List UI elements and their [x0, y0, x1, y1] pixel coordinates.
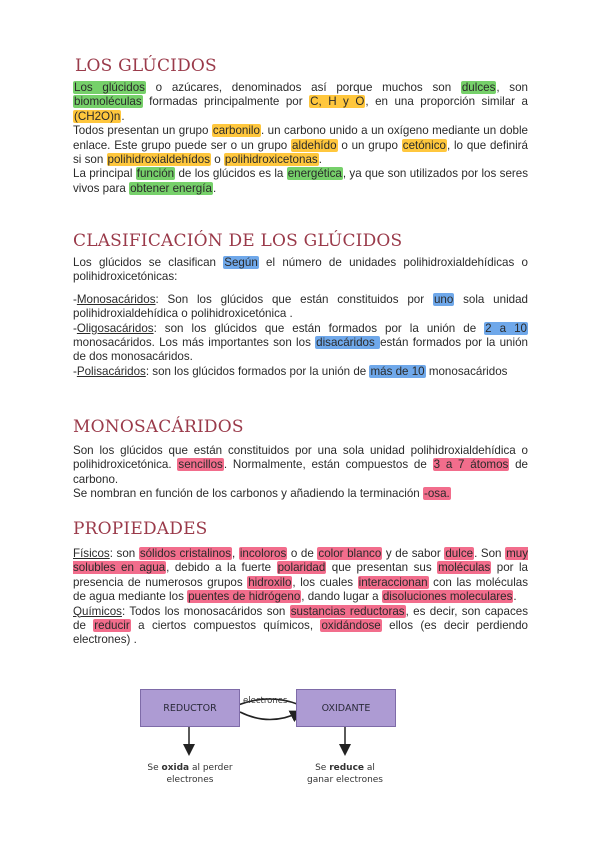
highlight: incoloros — [239, 547, 287, 560]
text: . — [318, 153, 322, 167]
section-title-propiedades: PROPIEDADES — [73, 519, 208, 539]
text: Son los glúcidos que están constituidos por una sola unidad polihidroxialdehídica o polihidroxicetónica. — [73, 444, 528, 472]
highlight: sólidos cristalinos — [139, 547, 232, 560]
highlight: moléculas — [438, 561, 491, 575]
term: Físicos — [73, 547, 110, 560]
text: Se — [147, 763, 162, 773]
text: o un grupo — [337, 138, 402, 152]
text: Todos presentan un grupo — [73, 124, 212, 138]
text: Los glúcidos se clasifican — [73, 256, 224, 269]
highlight: 2 a 10 — [485, 321, 528, 335]
text: electrones — [166, 775, 214, 785]
highlight: polihidroxialdehídos — [107, 153, 210, 167]
highlight: más de 10 — [370, 364, 425, 378]
text: : son los glúcidos formados por la unión de — [145, 364, 370, 378]
text: sola unidad polihidroxialdehídica o polihidroxicetónica . — [73, 292, 528, 321]
text: de los glúcidos es la — [175, 167, 287, 181]
term: Monosacáridos — [76, 292, 156, 306]
text: , dando lugar a — [301, 590, 382, 604]
text: monosacáridos. Los más importantes son los — [73, 336, 316, 350]
text: . Son — [474, 547, 506, 560]
text: al — [364, 763, 375, 773]
text: : Todos los monosacáridos son — [121, 604, 290, 618]
highlight: uno — [433, 292, 454, 306]
section-title-clasificacion: CLASIFICACIÓN DE LOS GLÚCIDOS — [73, 231, 403, 251]
text: , — [232, 547, 239, 560]
text: y de sabor — [382, 547, 445, 560]
text: - — [73, 321, 77, 335]
caption-left — [130, 762, 250, 786]
section-title-glucidos: LOS GLÚCIDOS — [75, 56, 217, 76]
highlight: color blanco — [318, 547, 382, 560]
highlight: dulces — [461, 81, 496, 94]
oxidante-box: OXIDANTE — [296, 689, 396, 727]
arrow-bottom — [240, 712, 300, 720]
text: - — [73, 364, 77, 378]
reductor-box: REDUCTOR — [140, 689, 240, 727]
highlight: reducir — [94, 619, 130, 633]
text: - — [73, 292, 77, 306]
highlight: aldehído — [292, 138, 337, 152]
text: el número de unidades polihidroxialdehídicas o polihidroxicetónicas: — [73, 256, 528, 284]
section-title-monosacaridos: MONOSACÁRIDOS — [73, 417, 244, 437]
highlight: sencillos — [178, 458, 223, 472]
highlight: Los glúcidos — [74, 81, 145, 94]
electrones-label: electrones — [243, 696, 288, 706]
text: oxida — [161, 763, 190, 773]
highlight: función — [136, 167, 175, 181]
highlight: biomoléculas — [74, 95, 142, 109]
highlight: sustancias reductoras — [290, 604, 405, 618]
term: Polisacáridos — [76, 364, 146, 378]
caption-right — [285, 762, 405, 786]
text: ganar electrones — [307, 775, 383, 785]
text: . — [121, 109, 125, 123]
highlight: -osa. — [423, 487, 450, 501]
text: por la presencia de numerosos grupos — [73, 561, 528, 589]
text: : son los glúcidos que están formados por la unión de — [153, 321, 485, 335]
highlight: hidroxilo — [248, 575, 292, 589]
text: Se nombran en función de los carbonos y añadiendo la terminación — [73, 487, 423, 501]
text: de carbono. — [73, 458, 528, 486]
text: , los cuales — [292, 575, 358, 589]
text: , es decir, son capaces de — [73, 604, 528, 633]
highlight: disoluciones moleculares — [382, 590, 513, 604]
highlight: C, H y O — [310, 95, 365, 109]
text: La principal — [73, 167, 136, 181]
highlight: carbonilo — [212, 124, 260, 138]
highlight: oxidándose — [321, 619, 381, 633]
highlight: obtener energía — [130, 181, 212, 195]
text: : son — [109, 547, 139, 560]
highlight: cetónico — [402, 138, 446, 152]
text: formadas principalmente por — [142, 95, 310, 109]
highlight: interaccionan — [358, 575, 428, 589]
highlight: dulce — [445, 547, 474, 560]
text: al perder — [189, 763, 233, 773]
text: Se — [315, 763, 330, 773]
term: Químicos — [73, 604, 122, 618]
text: , en una proporción similar a — [365, 95, 528, 109]
text: , debido a la fuerte — [166, 561, 277, 575]
text: o azúcares, denominados así porque muchos son — [145, 81, 461, 94]
text: . un carbono unido a un oxígeno mediante un doble enlace. Este grupo puede ser o un grupo — [73, 124, 529, 152]
text: o — [211, 153, 224, 167]
highlight: (CH2O)n — [74, 109, 121, 123]
text: que presentan sus — [326, 561, 438, 575]
highlight: energética — [287, 167, 342, 181]
highlight: 3 a 7 átomos — [433, 458, 509, 472]
text: con las moléculas de agua mediante los — [73, 575, 529, 604]
text: . Normalmente, están compuestos de — [223, 458, 433, 472]
text: reduce — [329, 763, 365, 773]
highlight: polaridad — [277, 561, 326, 575]
highlight: muy solubles en agua — [73, 547, 528, 575]
text: . — [212, 181, 217, 195]
text: , ya que son utilizados por los seres vivos para — [73, 167, 528, 195]
text: están formados por la unión de dos monosacáridos. — [73, 336, 528, 364]
highlight: polihidroxicetonas — [224, 153, 318, 167]
text: a ciertos compuestos químicos, — [130, 619, 321, 633]
highlight: disacáridos — [316, 336, 380, 350]
text: . — [513, 590, 517, 604]
highlight: puentes de hidrógeno — [188, 590, 301, 604]
text: : Son los glúcidos que están constituidos por — [155, 292, 433, 306]
text: ellos (es decir perdiendo electrones) . — [73, 619, 528, 647]
text: , son — [496, 81, 529, 94]
text: , lo que definirá si son — [73, 138, 528, 167]
term: Oligosacáridos — [76, 321, 154, 335]
text: o de — [287, 547, 318, 560]
highlight: Según — [224, 256, 258, 269]
text: monosacáridos — [425, 364, 508, 378]
